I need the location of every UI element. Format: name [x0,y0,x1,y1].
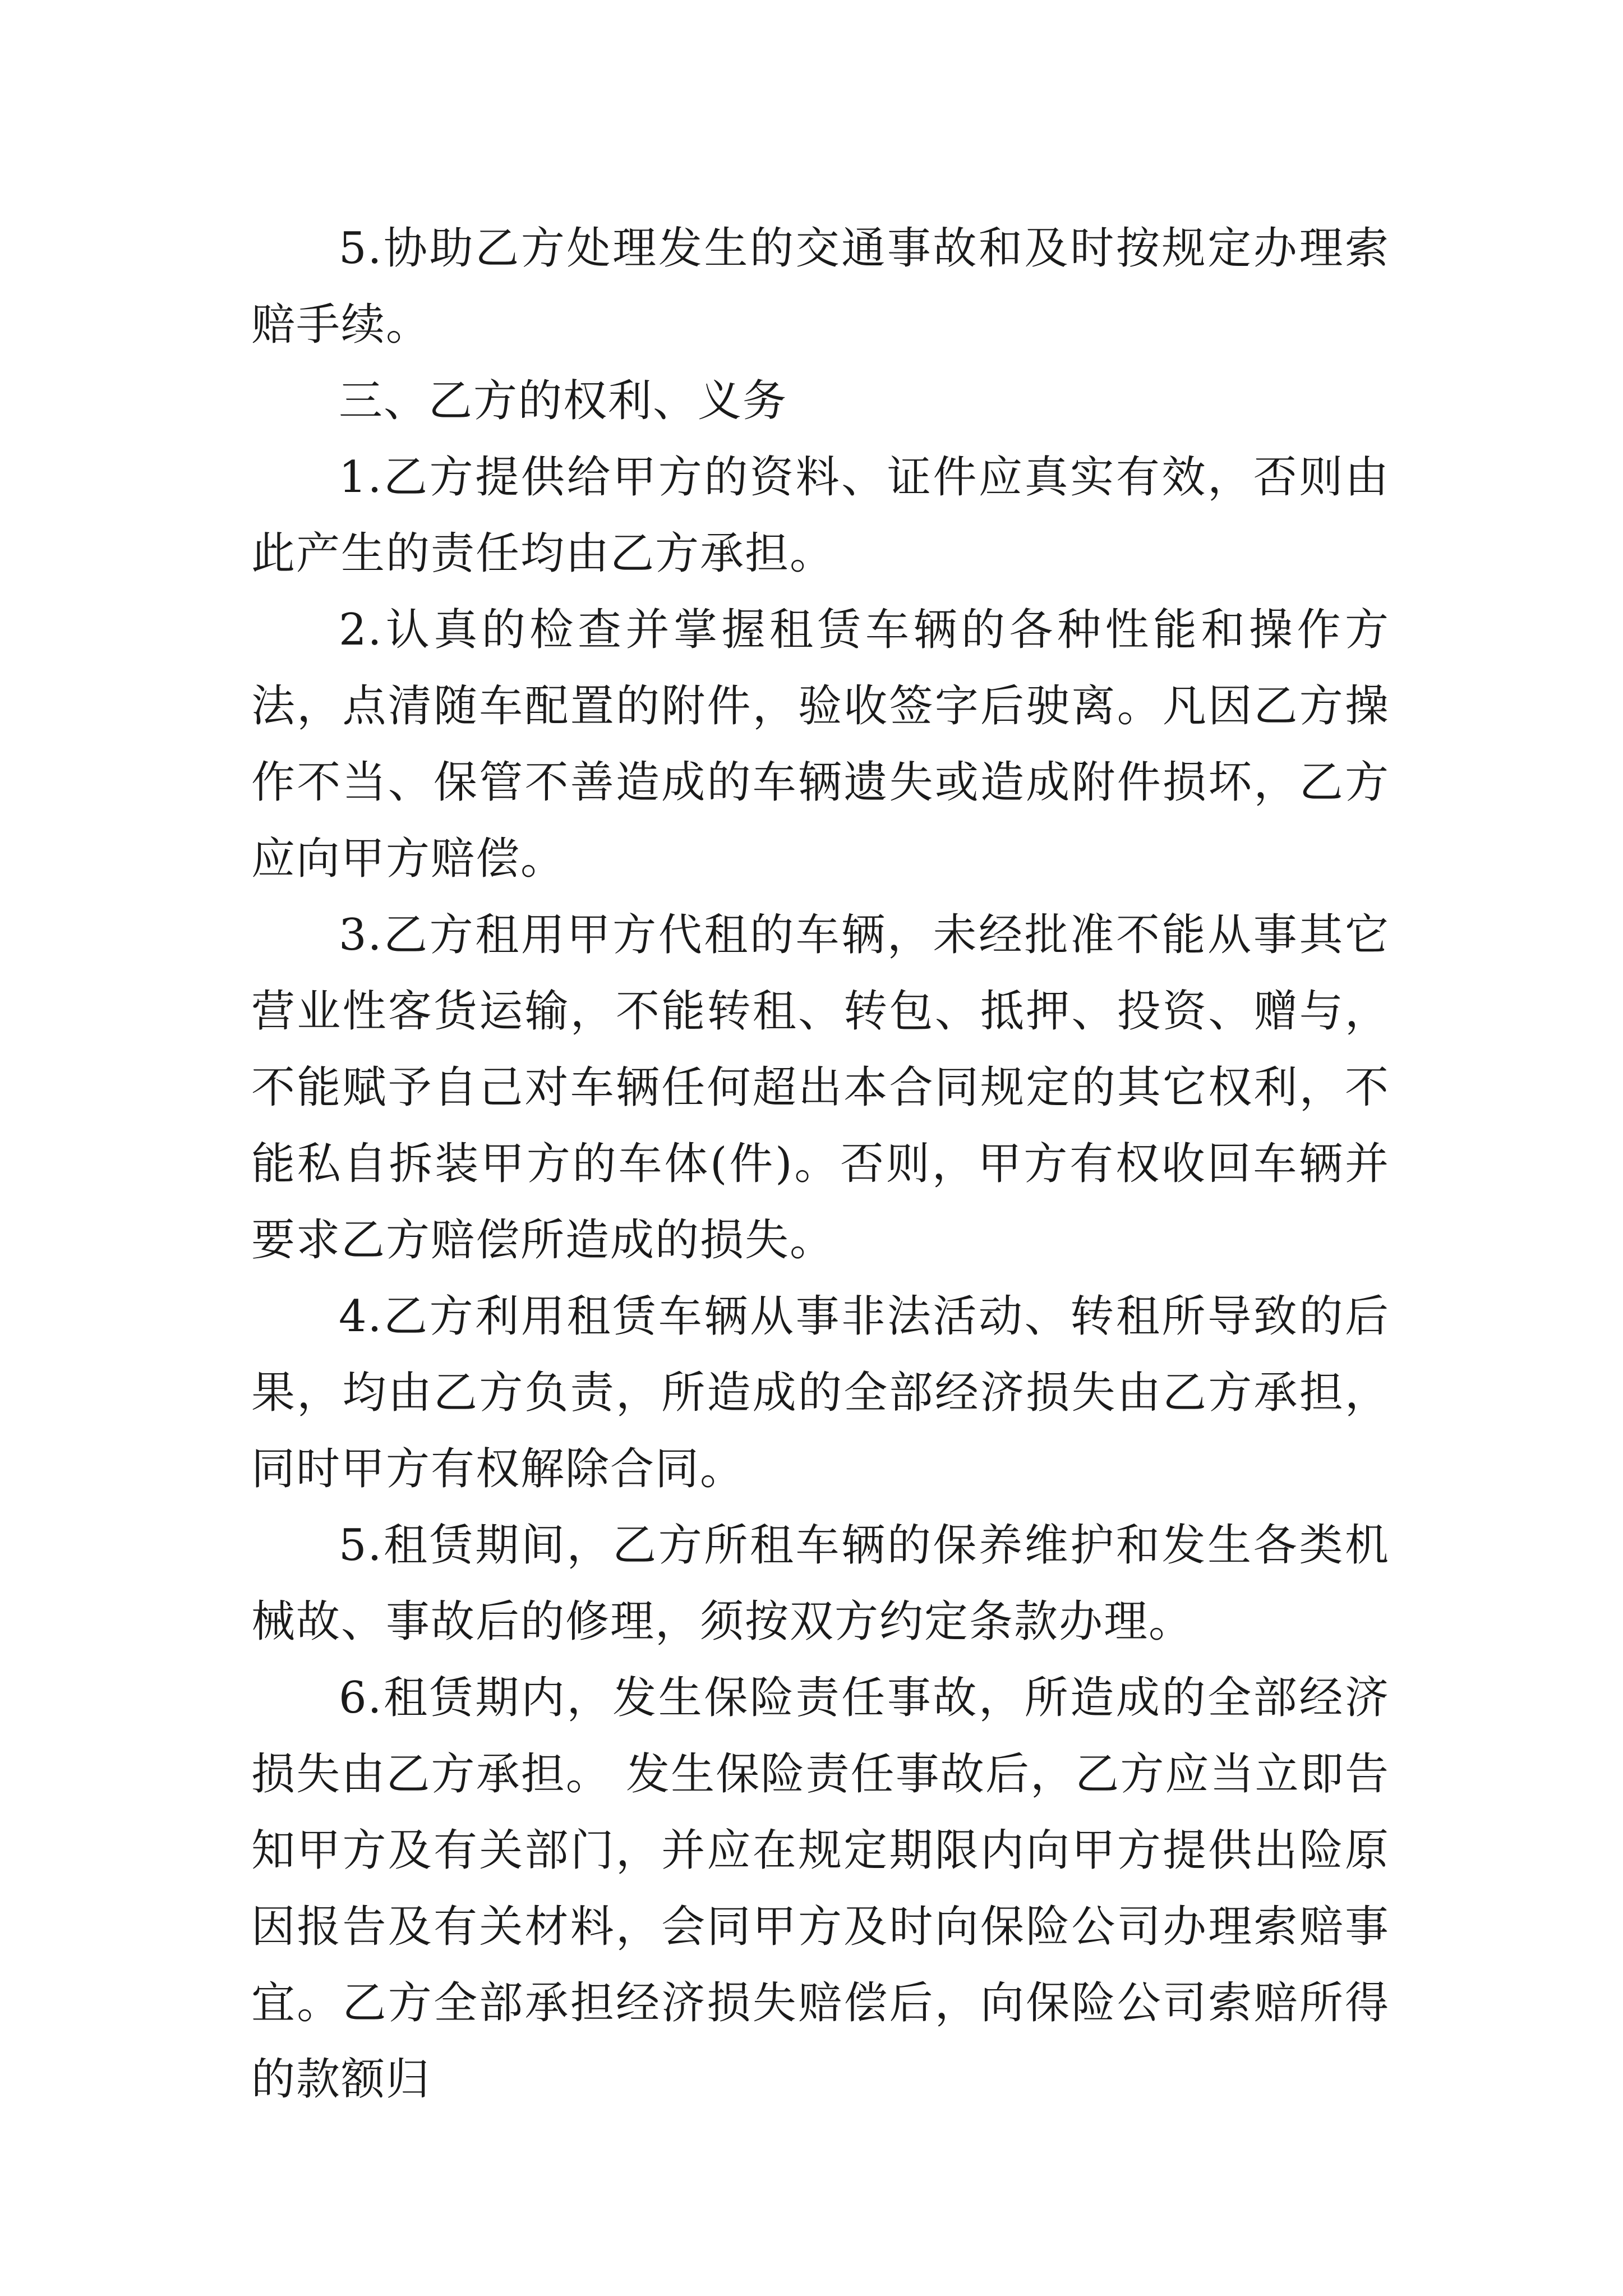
paragraph-insurance-accident: 6.租赁期内，发生保险责任事故，所造成的全部经济损失由乙方承担。 发生保险责任事故后，乙方应当立即告知甲方及有关部门，并应在规定期限内向甲方提供出险原因报告及有关材料，会同甲方及时向保险公司办理索赔事宜。乙方全部承担经济损失赔偿后，向保险公司索赔所得的款额归 [251,1673,1390,2105]
paragraph-usage-restrictions: 3.乙方租用甲方代租的车辆，未经批准不能从事其它营业性客货运输，不能转租、转包、抵押、投资、赠与，不能赋予自己对车辆任何超出本合同规定的其它权利，不能私自拆装甲方的车体(件)。否则，甲方有权收回车辆并要求乙方赔偿所造成的损失。 [251,910,1390,1266]
paragraph-maintenance-repair: 5.租赁期间，乙方所租车辆的保养维护和发生各类机械故、事故后的修理，须按双方约定条款办理。 [251,1520,1390,1647]
paragraph-illegal-activity: 4.乙方利用租赁车辆从事非法活动、转租所导致的后果，均由乙方负责，所造成的全部经济损失由乙方承担，同时甲方有权解除合同。 [251,1291,1390,1494]
paragraph-assist-accident-claims: 5.协助乙方处理发生的交通事故和及时按规定办理索赔手续。 [251,223,1390,350]
paragraph-documents-authentic: 1.乙方提供给甲方的资料、证件应真实有效，否则由此产生的责任均由乙方承担。 [251,452,1390,579]
document-body [251,210,1390,2118]
section-heading-party-b-rights-obligations: 三、乙方的权利、义务 [339,376,788,426]
paragraph-inspect-vehicle: 2.认真的检查并掌握租赁车辆的各种性能和操作方法，点清随车配置的附件，验收签字后驶离。凡因乙方操作不当、保管不善造成的车辆遗失或造成附件损坏，乙方应向甲方赔偿。 [251,605,1390,884]
